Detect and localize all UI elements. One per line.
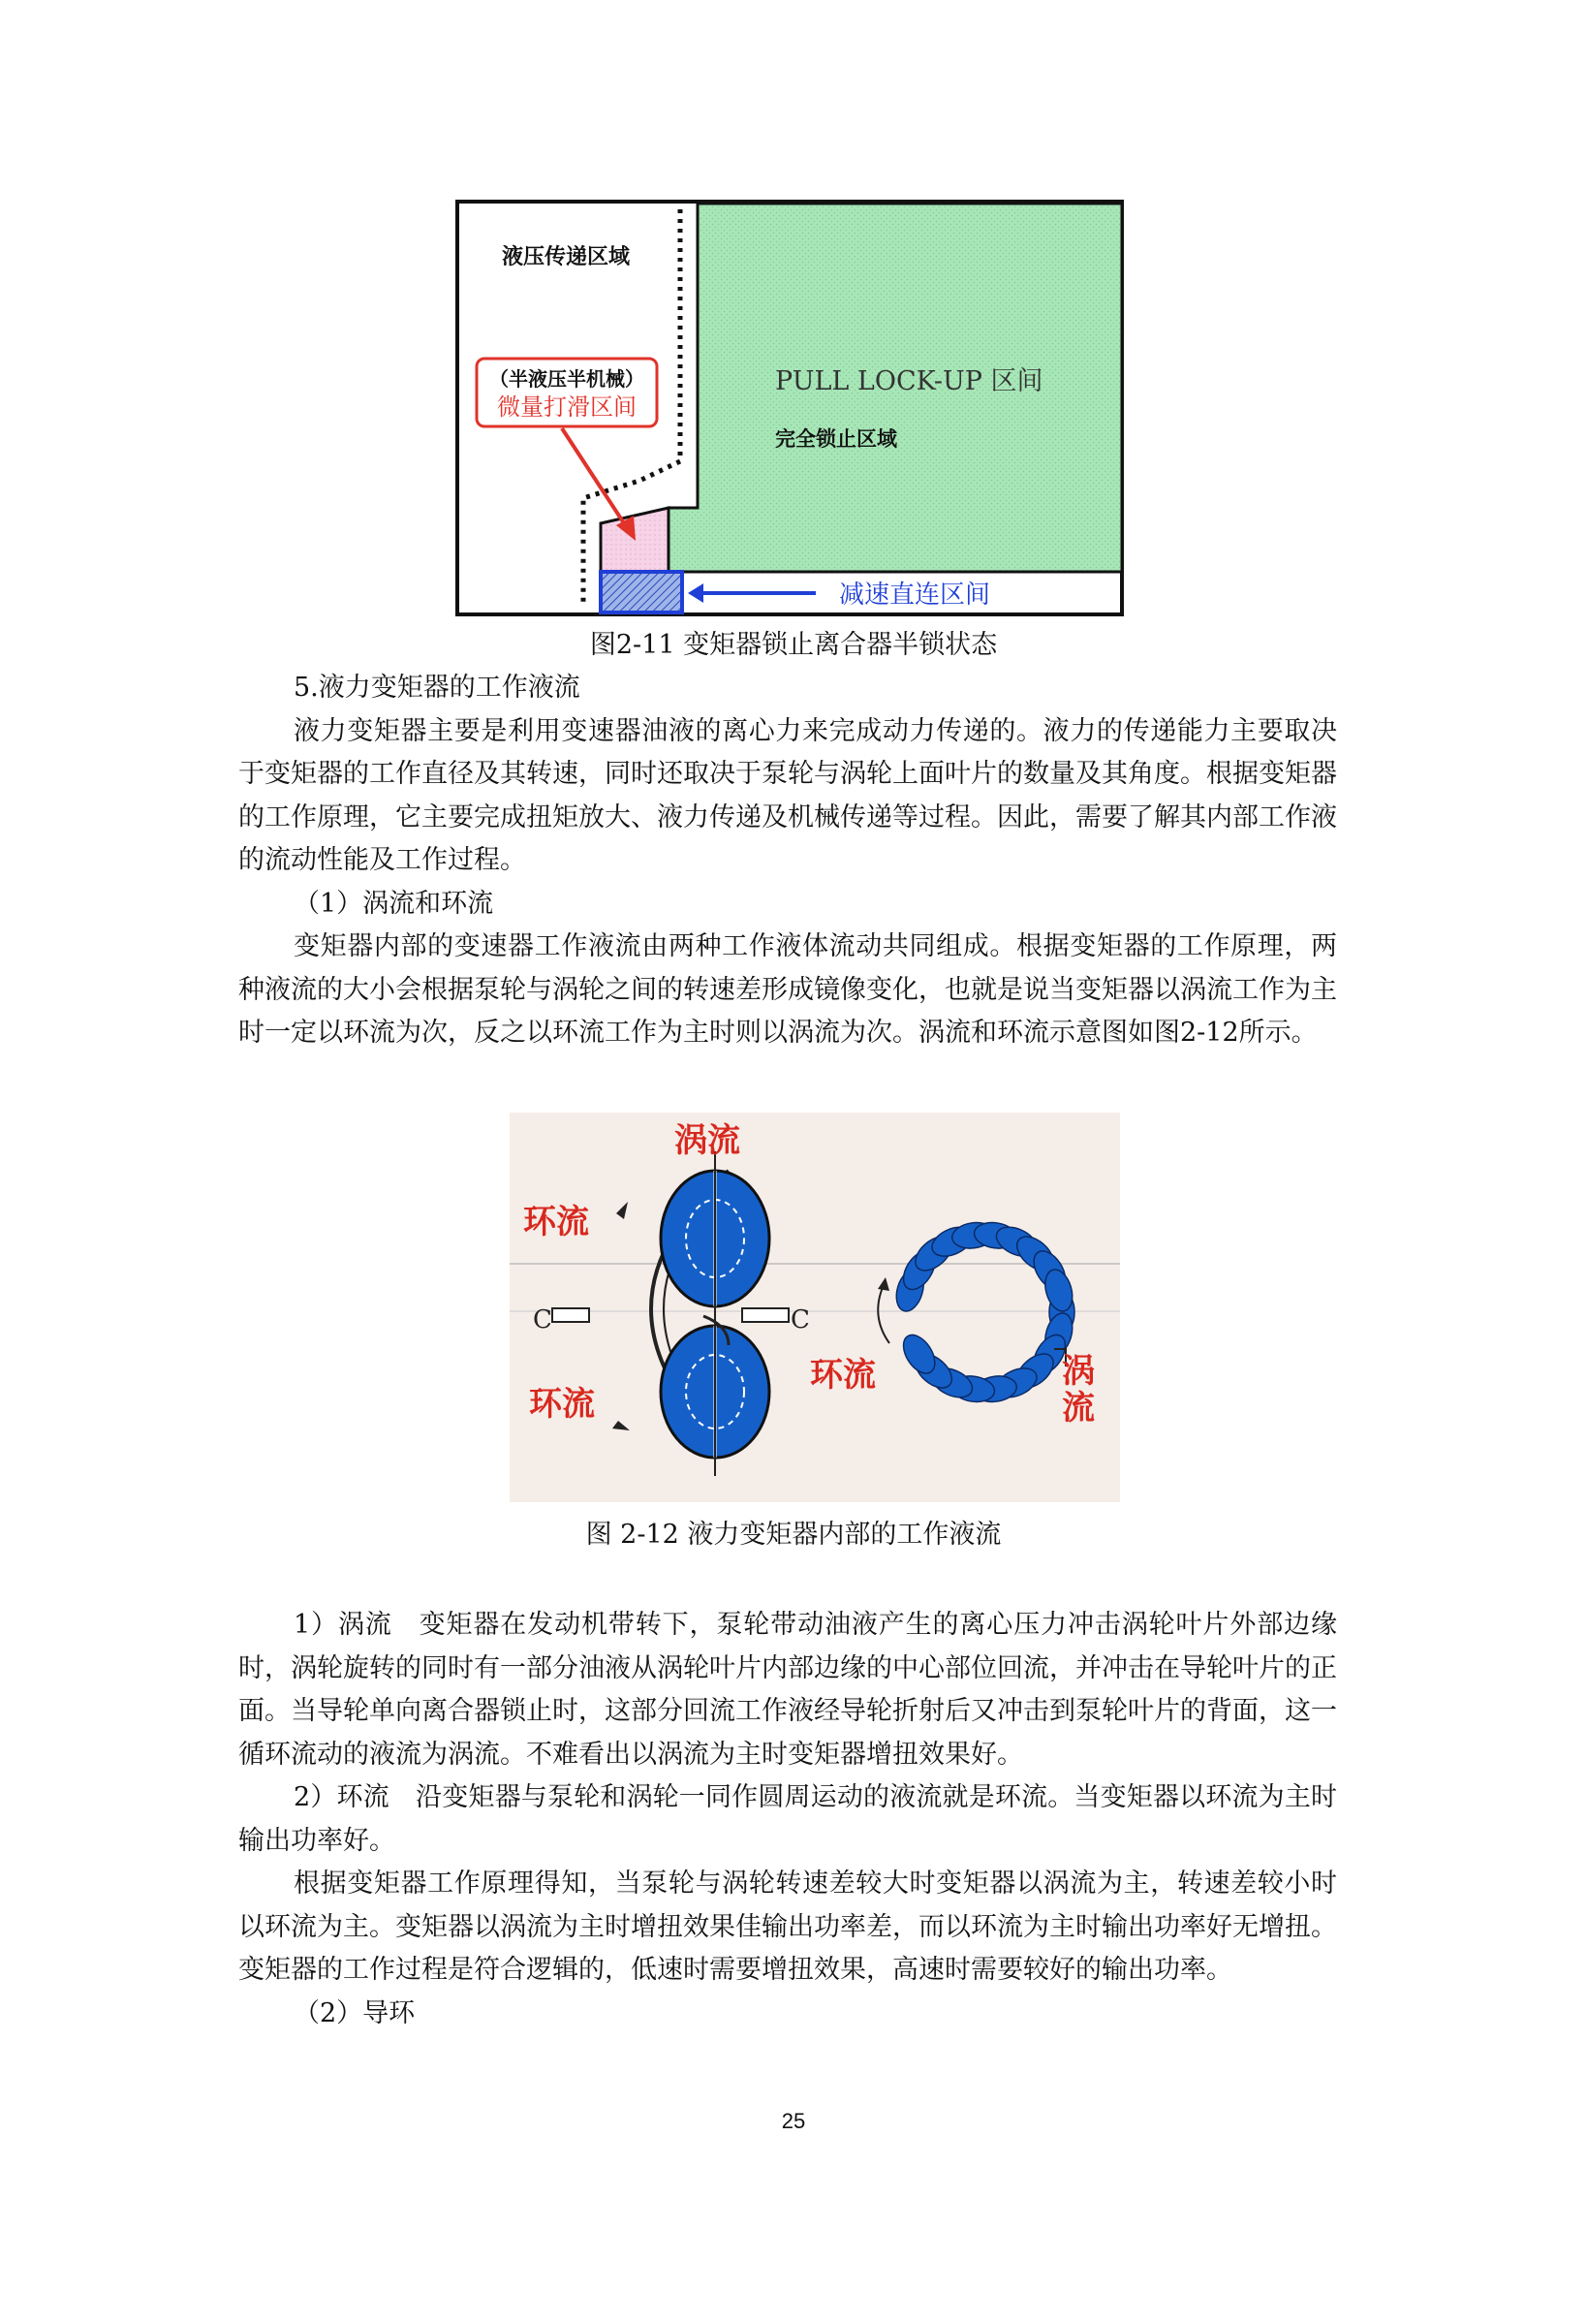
label-vortex-top: 涡流	[674, 1121, 740, 1160]
decel-region	[601, 572, 682, 612]
section-5-heading: 5.液力变矩器的工作液流	[294, 673, 580, 703]
label-semi-line2: 微量打滑区间	[497, 393, 637, 421]
vortex-text	[238, 1604, 1337, 2035]
paragraph-5: 根据变矩器工作原理得知，当泵轮与涡轮转速差较大时变矩器以涡流为主，转速差较小时以环流为主。变矩器以涡流为主时增扭效果佳输出功率差，而以环流为主时输出功率好无增扭。变矩器的工作过程是符合逻辑的，低速时需要增扭效果，高速时需要较好的输出功率。	[238, 1869, 1337, 1985]
paragraph-1: 液力变矩器主要是利用变速器油液的离心力来完成动力传递的。液力的传递能力主要取决于变矩器的工作直径及其转速，同时还取决于泵轮与涡轮上面叶片的数量及其角度。根据变矩器的工作原理，它主要完成扭矩放大、液力传递及机械传递等过程。因此，需要了解其内部工作液的流动性能及工作过程。	[238, 715, 1337, 875]
figure-lockup-state	[455, 200, 1124, 616]
label-vortex-right-2: 流	[1062, 1389, 1095, 1428]
label-circulation-right: 环流	[810, 1356, 876, 1395]
page-number: 25	[781, 2109, 806, 2133]
subsection-2-heading: （2）导环	[294, 1997, 416, 2028]
paragraph-2: 变矩器内部的变速器工作液流由两种工作液体流动共同组成。根据变矩器的工作原理，两种液流的大小会根据泵轮与涡轮之间的转速差形成镜像变化，也就是说当变矩器以涡流工作为主时一定以环流为次，反之以环流工作为主时则以涡流为次。涡流和环流示意图如图2-12所示。	[238, 931, 1337, 1048]
figure-2-12-caption: 图 2-12 液力变矩器内部的工作液流	[585, 1520, 1002, 1550]
label-c-right: C	[791, 1305, 810, 1335]
subsection-1-heading: （1）涡流和环流	[294, 888, 494, 919]
figure-vortex-circulation	[510, 1113, 1120, 1502]
label-hydraulic: 液压传递区域	[502, 244, 631, 269]
label-decel: 减速直连区间	[839, 581, 991, 610]
figure-2-12-background	[510, 1113, 1120, 1502]
label-c-left: C	[533, 1305, 552, 1335]
label-vortex-right-1: 涡	[1062, 1352, 1095, 1391]
left-shaft	[552, 1308, 589, 1322]
right-shaft	[742, 1308, 789, 1322]
label-full-lock: 完全锁止区域	[775, 426, 897, 451]
label-semi-line1: （半液压半机械）	[489, 367, 644, 391]
paragraph-3: 1）涡流 变矩器在发动机带转下，泵轮带动油液产生的离心压力冲击涡轮叶片外部边缘时，涡轮旋转的同时有一部分油液从涡轮叶片内部边缘的中心部位回流，并冲击在导轮叶片的正面。当导轮单向离合器锁止时，这部分回流工作液经导轮折射后又冲击到泵轮叶片的背面，这一循环流动的液流为涡流。不难看出以涡流为主时变矩器增扭效果好。	[238, 1610, 1337, 1770]
label-circulation-lower: 环流	[529, 1385, 595, 1424]
figure-2-11-caption: 图2-11 变矩器锁止离合器半锁状态	[589, 630, 998, 660]
label-circulation-upper: 环流	[523, 1203, 589, 1241]
section-5-text	[238, 667, 1337, 1055]
label-pull-lockup: PULL LOCK-UP 区间	[775, 366, 1043, 396]
paragraph-4: 2）环流 沿变矩器与泵轮和涡轮一同作圆周运动的液流就是环流。当变矩器以环流为主时输出功率好。	[238, 1782, 1337, 1856]
